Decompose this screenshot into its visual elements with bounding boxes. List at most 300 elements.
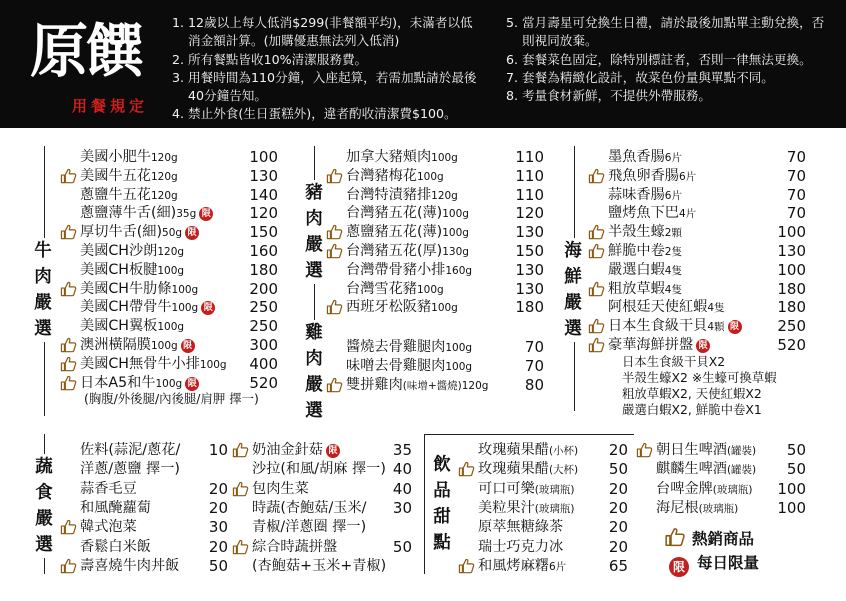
rule-7: 7. 套餐為精緻化設計，故菜色份量與單點不同。	[506, 69, 774, 85]
item-name	[346, 261, 472, 281]
item-price: 180	[777, 279, 806, 298]
item-price: 50	[608, 460, 628, 479]
item-unit: 120g	[157, 246, 185, 258]
platter-note-1: 日本生食級干貝X2	[622, 354, 726, 369]
menu-item	[232, 460, 412, 479]
item-name-text: 嚴選白蝦	[608, 261, 665, 278]
item-name	[346, 186, 458, 206]
thumbs-up-icon	[60, 558, 77, 574]
rule-4: 4. 禁止外食(生日蛋糕外)，違者酌收清潔費$100。	[172, 106, 457, 122]
rule-8: 8. 考量食材新鮮，不提供外帶服務。	[506, 88, 711, 104]
menu-item	[60, 499, 228, 518]
item-unit: 2隻	[664, 246, 682, 258]
item-price: 35	[392, 441, 412, 459]
menu-item	[60, 204, 278, 223]
item-price: 20	[608, 498, 628, 517]
item-unit: 120g	[150, 189, 178, 202]
item-unit: 120g	[150, 152, 178, 164]
item-name	[80, 460, 180, 479]
item-name-text: 美國CH無骨牛小排	[80, 355, 200, 372]
item-name-text: 壽喜燒牛肉丼飯	[80, 557, 180, 574]
item-price: 100	[777, 223, 806, 242]
thumbs-up-icon	[588, 243, 605, 259]
item-name-text: 粗放草蝦	[608, 280, 665, 297]
item-price: 40	[392, 460, 412, 479]
item-name	[478, 557, 566, 577]
item-unit: 6片	[548, 560, 567, 573]
menu-item	[60, 441, 228, 460]
item-name-text: 原萃無糖綠茶	[478, 519, 564, 536]
item-price: 200	[249, 279, 278, 298]
item-name-text: 和風烤麻糬	[478, 557, 549, 574]
item-name	[608, 336, 710, 355]
thumbs-up-icon	[588, 168, 605, 184]
item-name	[608, 261, 682, 281]
item-price: 50	[786, 460, 806, 479]
item-name-text: 包肉生菜	[252, 480, 309, 497]
thumbs-up-icon	[588, 224, 605, 240]
item-name-text: 半殼生蠔	[608, 224, 665, 241]
menu-item	[458, 518, 628, 537]
item-name-text: 時蔬(杏鮑菇/玉米/	[252, 499, 367, 516]
item-name-text: 豪華海鮮拼盤	[608, 337, 694, 353]
item-name-text: 奶油金針菇	[252, 442, 323, 458]
item-name	[80, 336, 195, 356]
item-name-text: 綜合時蔬拼盤	[252, 538, 338, 555]
item-name	[252, 441, 340, 460]
menu-item	[60, 538, 228, 557]
menu-item	[588, 336, 806, 355]
item-unit: 6片	[664, 189, 682, 202]
menu-item	[60, 261, 278, 280]
item-name	[80, 242, 184, 262]
item-name-text: 鹽烤魚下巴	[608, 205, 679, 222]
item-name-text: 台啤金牌	[656, 480, 713, 497]
item-price: 70	[524, 356, 544, 375]
item-name	[478, 499, 574, 519]
thumbs-up-icon	[588, 318, 605, 334]
thumbs-up-icon	[232, 539, 249, 555]
menu-item	[458, 480, 628, 499]
item-name	[80, 186, 178, 206]
item-name	[252, 557, 386, 576]
item-price: 250	[249, 298, 278, 317]
item-name	[608, 204, 696, 224]
thumbs-up-icon	[60, 519, 77, 535]
item-price: 20	[208, 498, 228, 517]
item-name	[478, 441, 578, 461]
menu-item	[232, 480, 412, 499]
thumbs-up-icon	[60, 281, 77, 297]
rule-1: 1. 12歲以上每人低消$299(非餐額平均)，未滿者以低消金額計算。(加購優惠無法列入低消)	[172, 15, 473, 49]
item-unit: 100g	[445, 342, 473, 354]
item-unit: (小杯)	[548, 445, 579, 457]
item-name	[608, 186, 682, 206]
menu-item	[232, 538, 412, 557]
menu-item	[588, 298, 806, 317]
menu-item	[588, 223, 806, 242]
item-price: 70	[786, 185, 806, 204]
item-name	[608, 298, 725, 318]
item-price: 30	[208, 518, 228, 537]
item-price: 130	[777, 242, 806, 260]
item-price: 100	[249, 148, 278, 166]
item-price: 20	[608, 479, 628, 498]
item-name	[80, 204, 213, 224]
item-unit: 4隻	[664, 283, 682, 296]
item-price: 70	[786, 148, 806, 166]
item-name-text: 香鬆白米飯	[80, 538, 151, 555]
item-name	[80, 518, 137, 537]
item-name	[346, 298, 458, 318]
item-name-text: 美國小肥牛	[80, 149, 151, 165]
menu-item	[326, 242, 544, 261]
item-name-text: 美國牛五花	[80, 167, 151, 184]
menu-item	[60, 148, 278, 167]
thumbs-up-icon	[326, 299, 343, 315]
item-unit: 130g	[442, 246, 469, 258]
menu-item	[60, 223, 278, 242]
thumbs-up-icon	[326, 224, 343, 240]
item-unit: 100g	[431, 302, 458, 315]
limited-badge-icon: 限	[181, 339, 195, 353]
item-name	[346, 223, 469, 243]
item-name-text: 朝日生啤酒	[656, 442, 727, 458]
item-price: 30	[392, 498, 412, 517]
limited-badge-icon: 限	[696, 339, 710, 353]
menu-item	[326, 376, 544, 395]
item-name-text: 蔥鹽薄牛舌(細)	[80, 205, 177, 222]
item-price: 150	[515, 242, 544, 260]
item-unit: (味增+醬燒)120g	[402, 379, 489, 392]
item-unit: 100g	[155, 377, 183, 390]
thumbs-up-icon	[664, 527, 686, 547]
menu-item	[60, 242, 278, 261]
item-price: 110	[515, 185, 544, 204]
menu-item	[60, 336, 278, 355]
item-name-text: 美國CH板腱	[80, 261, 158, 278]
menu-item	[588, 204, 806, 223]
thumbs-up-icon	[60, 168, 77, 184]
thumbs-up-icon	[588, 281, 605, 297]
item-price: 80	[524, 375, 544, 394]
item-unit: (罐裝)	[726, 464, 757, 477]
thumbs-up-icon	[60, 356, 77, 372]
item-name	[80, 538, 151, 557]
logo-subtitle: 用餐規定	[72, 97, 149, 115]
thumbs-up-icon	[326, 243, 343, 259]
menu-item	[60, 280, 278, 299]
item-name-text: 可口可樂	[478, 480, 535, 497]
item-unit: (玻璃瓶)	[534, 483, 575, 496]
item-unit: 100g	[157, 264, 185, 277]
item-price: 70	[786, 166, 806, 185]
menu-item	[60, 518, 228, 537]
menu-item	[636, 460, 806, 479]
item-price: 50	[786, 441, 806, 459]
menu-item	[458, 557, 628, 576]
menu-item	[232, 557, 412, 576]
drinks-divider	[424, 434, 425, 574]
item-name	[478, 460, 578, 480]
item-name-text: 美國CH牛肋條	[80, 280, 172, 297]
limited-badge-icon: 限	[201, 301, 215, 315]
item-price: 100	[777, 260, 806, 279]
item-name-text: 海尼根	[656, 499, 699, 516]
item-name-text: 阿根廷天使紅蝦	[608, 299, 708, 316]
item-name	[478, 538, 563, 557]
item-unit: 100g	[199, 358, 227, 371]
limited-badge-icon: 限	[199, 207, 213, 221]
item-unit: 100g	[442, 208, 469, 221]
menu-item	[326, 223, 544, 242]
item-price: 250	[777, 317, 806, 336]
item-price: 20	[608, 518, 628, 537]
rule-5: 5. 當月壽星可兌換生日禮，請於最後加點單主動兌換，否則視同放棄。	[506, 15, 825, 49]
item-name	[346, 204, 469, 224]
menu-item	[326, 261, 544, 280]
menu-item	[636, 441, 806, 460]
item-unit: 4隻	[707, 302, 725, 315]
item-name-text: 玫瑰蘋果醋	[478, 461, 549, 478]
menu-item	[588, 167, 806, 186]
menu-item	[60, 374, 278, 393]
item-price: 160	[249, 242, 278, 260]
item-unit: 100g	[416, 283, 444, 296]
item-unit: 100g	[157, 321, 185, 334]
item-name-text: 加拿大豬頰肉	[346, 149, 432, 165]
item-name	[656, 460, 756, 480]
item-price: 110	[515, 166, 544, 185]
menu-item	[588, 280, 806, 299]
item-name	[252, 480, 309, 499]
item-name-text: 美粒果汁	[478, 499, 535, 516]
chicken-title: 雞肉嚴選	[302, 320, 326, 424]
item-price: 180	[515, 298, 544, 317]
beef-note: (胸腹/外後腿/內後腿/肩胛 擇一)	[84, 391, 259, 406]
item-name-text: 台灣帶骨豬小排	[346, 261, 446, 278]
thumbs-up-icon	[458, 558, 475, 574]
item-name-text: 台灣特漬豬排	[346, 186, 432, 203]
item-price: 20	[608, 441, 628, 459]
item-name	[608, 280, 682, 300]
rules-right	[506, 14, 836, 105]
item-unit: 160g	[445, 264, 473, 277]
item-unit: 35g	[176, 208, 197, 221]
item-name	[478, 518, 563, 537]
drinks-top-rule	[424, 434, 634, 435]
item-name	[478, 480, 574, 500]
menu-item	[232, 441, 412, 460]
seafood-title: 海鮮嚴選	[561, 238, 585, 342]
menu-item	[588, 317, 806, 336]
item-name	[346, 242, 469, 262]
item-unit: (罐裝)	[726, 445, 757, 457]
thumbs-up-icon	[326, 168, 343, 184]
item-name	[80, 480, 137, 499]
item-price: 50	[208, 556, 228, 575]
menu-item	[60, 355, 278, 374]
veg-title: 蔬食嚴選	[32, 454, 56, 558]
item-price: 130	[515, 260, 544, 279]
item-price: 100	[777, 479, 806, 498]
item-unit: 100g	[171, 302, 199, 315]
menu-item	[60, 480, 228, 499]
menu-item	[458, 441, 628, 460]
item-unit: (玻璃瓶)	[698, 502, 739, 515]
menu-item	[458, 460, 628, 479]
platter-note-3: 粗放草蝦X2, 天使紅蝦X2	[622, 386, 762, 401]
menu-item	[60, 317, 278, 336]
item-name	[80, 148, 178, 168]
item-name-text: 沙拉(和風/胡麻 擇一)	[252, 461, 386, 478]
thumbs-up-icon	[60, 224, 77, 240]
item-price: 20	[208, 537, 228, 556]
item-price: 400	[249, 354, 278, 373]
item-name	[80, 167, 178, 187]
item-price: 140	[249, 185, 278, 204]
item-name	[80, 557, 179, 576]
item-name-text: 美國CH沙朗	[80, 243, 158, 259]
item-name-text: 台灣豬五花(厚)	[346, 243, 443, 259]
item-name-text: 瑞士巧克力冰	[478, 538, 564, 555]
menu-item	[326, 280, 544, 299]
item-unit: 2顆	[664, 227, 682, 240]
legend-hot	[664, 527, 754, 550]
item-name-text: 洋蔥/蔥鹽 擇一)	[80, 461, 180, 478]
item-price: 520	[249, 373, 278, 392]
item-price: 180	[249, 260, 278, 279]
item-unit: (玻璃瓶)	[534, 502, 575, 515]
menu-item	[636, 480, 806, 499]
item-unit: 4顆	[707, 321, 725, 334]
logo: 原饌	[30, 17, 143, 85]
menu-item	[636, 499, 806, 518]
item-name-text: 玫瑰蘋果醋	[478, 442, 549, 458]
item-price: 130	[515, 279, 544, 298]
item-name-text: 蒜香毛豆	[80, 480, 137, 497]
item-name	[346, 376, 488, 396]
limited-badge-icon: 限	[185, 377, 199, 391]
header	[0, 0, 846, 128]
thumbs-up-icon	[636, 442, 653, 458]
thumbs-up-icon	[60, 337, 77, 353]
item-unit: 100g	[416, 170, 444, 183]
item-name-text: 日本A5和牛	[80, 374, 156, 391]
item-unit: 120g	[150, 170, 178, 183]
menu-item	[458, 538, 628, 557]
menu-item	[60, 460, 228, 479]
item-price: 150	[249, 223, 278, 242]
menu-item	[458, 499, 628, 518]
item-name	[608, 317, 742, 337]
thumbs-up-icon	[458, 461, 475, 477]
item-price: 180	[777, 298, 806, 317]
limited-badge-icon: 限	[185, 226, 199, 240]
item-name-text: 日本生食級干貝	[608, 318, 708, 335]
item-name-text: 麒麟生啤酒	[656, 461, 727, 478]
item-unit: 100g	[150, 340, 178, 352]
item-price: 40	[392, 479, 412, 498]
menu-item	[60, 298, 278, 317]
thumbs-up-icon	[232, 481, 249, 497]
item-price: 250	[249, 317, 278, 336]
menu-item	[326, 298, 544, 317]
drinks-title: 飲品甜點	[433, 455, 451, 553]
thumbs-up-icon	[326, 377, 343, 393]
item-unit: 4隻	[664, 264, 682, 277]
platter-note-2: 半殼生蠔X2 ※生蠔可換草蝦	[622, 370, 777, 385]
limited-badge-icon: 限	[669, 557, 689, 577]
item-name-text: 雙拼雞肉	[346, 376, 403, 393]
item-price: 10	[208, 441, 228, 459]
item-price: 20	[608, 537, 628, 556]
item-name-text: 韓式泡菜	[80, 519, 137, 536]
item-name-text: 鮮脆中卷	[608, 243, 665, 259]
item-name	[608, 223, 682, 243]
item-price: 100	[777, 498, 806, 517]
item-name	[608, 242, 682, 262]
item-name	[608, 148, 682, 168]
item-name	[346, 280, 444, 300]
pork-title: 豬肉嚴選	[302, 180, 326, 284]
limited-badge-icon: 限	[728, 320, 742, 334]
item-unit: (大杯)	[548, 464, 579, 477]
thumbs-up-icon	[588, 337, 605, 353]
item-price: 70	[524, 338, 544, 356]
menu-item	[326, 148, 544, 167]
item-name-text: 美國CH帶骨牛	[80, 299, 172, 316]
item-name	[252, 460, 386, 479]
item-price: 70	[786, 204, 806, 223]
item-name-text: 西班牙松阪豬	[346, 299, 432, 316]
item-unit: 4片	[678, 208, 697, 221]
item-unit: 100g	[171, 283, 199, 296]
item-name-text: 澳洲橫隔膜	[80, 337, 151, 353]
beef-title: 牛肉嚴選	[31, 238, 55, 342]
item-name	[346, 148, 458, 168]
item-price: 50	[392, 537, 412, 556]
item-name-text: 蔥鹽豬五花(薄)	[346, 224, 443, 241]
menu-item	[232, 518, 412, 537]
item-name-text: 台灣雪花豬	[346, 280, 417, 297]
item-name	[80, 499, 151, 518]
item-name-text: 佐料(蒜泥/蔥花/	[80, 442, 181, 458]
menu-item	[60, 557, 228, 576]
item-name	[252, 518, 366, 537]
item-price: 120	[515, 204, 544, 223]
item-price: 20	[208, 479, 228, 498]
legend-limited-label: 每日限量	[697, 554, 760, 572]
thumbs-up-icon	[60, 375, 77, 391]
menu-item	[60, 167, 278, 186]
legend-limited	[666, 552, 759, 577]
item-name-text: (杏鮑菇+玉米+青椒)	[252, 557, 387, 574]
item-name	[80, 298, 215, 318]
item-price: 300	[249, 336, 278, 354]
item-name-text: 和風醃蘿蔔	[80, 499, 151, 516]
item-name-text: 厚切牛舌(細)	[80, 224, 163, 241]
item-name	[80, 261, 184, 281]
item-name-text: 青椒/洋蔥圈 擇一)	[252, 519, 367, 536]
item-name	[80, 223, 199, 243]
item-name	[656, 499, 738, 519]
item-unit: 100g	[431, 152, 458, 164]
item-name	[346, 357, 472, 377]
item-name-text: 飛魚卵香腸	[608, 167, 679, 184]
item-name-text: 墨魚香腸	[608, 149, 665, 165]
limited-badge-icon: 限	[326, 444, 340, 458]
